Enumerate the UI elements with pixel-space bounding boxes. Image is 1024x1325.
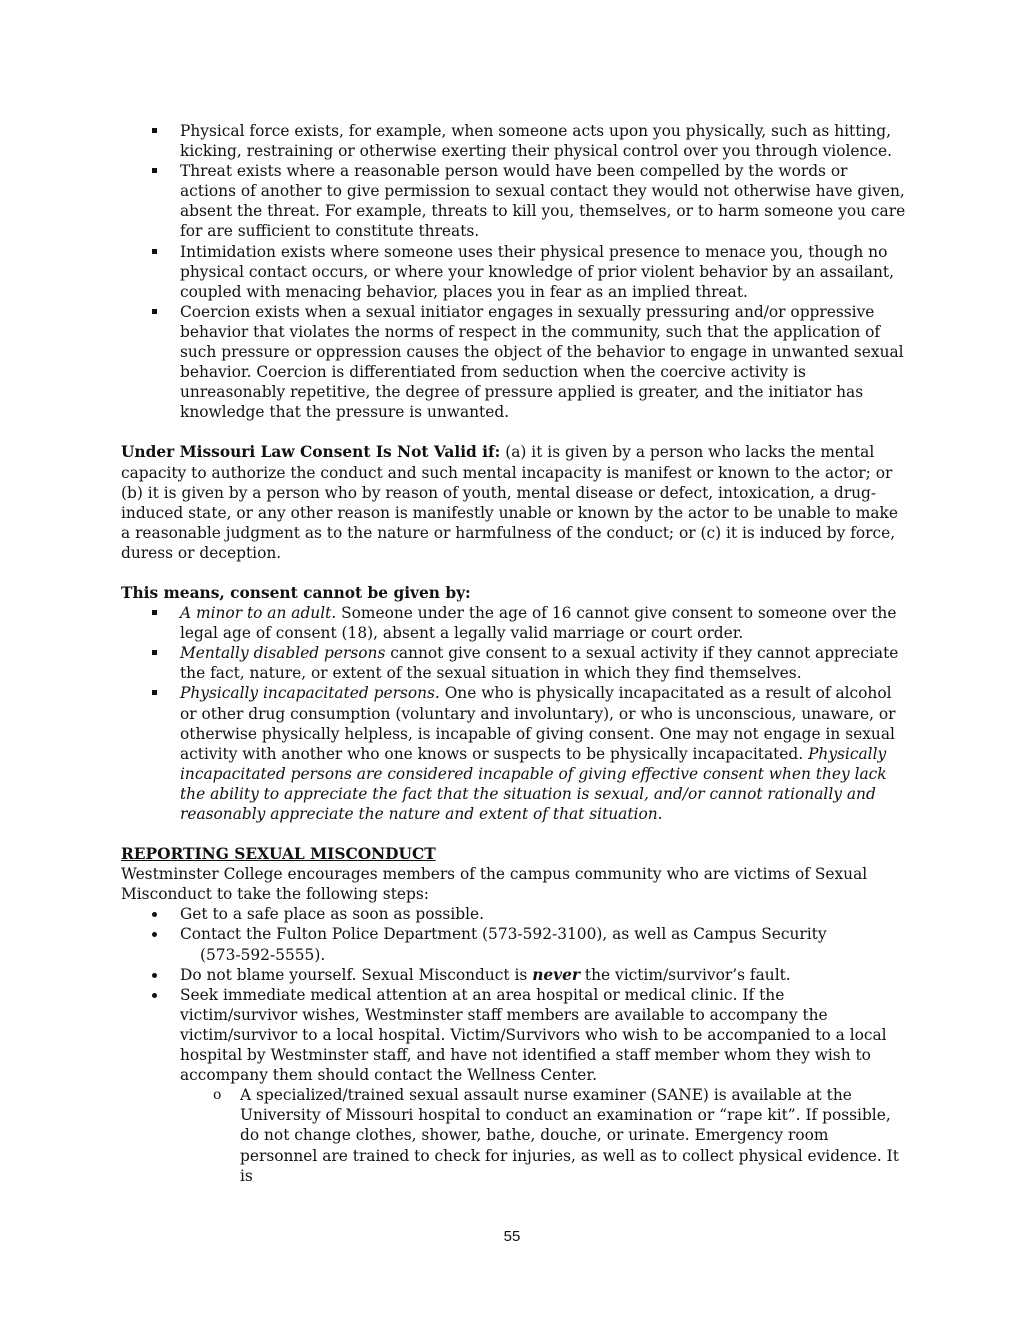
list-item-do-not-blame — [150, 965, 906, 985]
minor-title: A minor to an adult. — [180, 604, 337, 623]
list-item-intimidation: Intimidation exists where someone uses their physical presence to menace you, though no physical contact occurs, or where your knowledge of prior violent behavior by an assailant, coupled with menacing behavior, places you in fear as an implied threat. — [150, 242, 906, 302]
missouri-law-paragraph — [121, 442, 906, 563]
list-item-sane: o A specialized/trained sexual assault nurse examiner (SANE) is available at the University of Missouri hospital to conduct an examination or “rape kit”. If possible, do not change clothes, shower, bathe, douche, or urinate. Emergency room personnel are trained to check for injuries, as well as to collect physical evidence. It is — [211, 1085, 906, 1185]
reporting-intro: Westminster College encourages members of the campus community who are victims of Sexual Misconduct to take the following steps: — [121, 865, 868, 904]
phys-title: Physically incapacitated persons. — [180, 684, 440, 703]
medical-sub-list — [211, 1085, 906, 1185]
missouri-law-text: (a) it is given by a person who lacks the mental capacity to authorize the conduct and such mental incapacity is manifest or known to the actor; or (b) it is given by a person who by reason of youth, mental disease or defect, intoxication, a drug-induced state, or any other reason is manifestly unable or known by the actor to be unable to make a reasonable judgment as to the nature or harmfulness of the conduct; or (c) it is induced by force, duress or deception. — [121, 443, 898, 562]
medical-attention-text: Seek immediate medical attention at an area hospital or medical clinic. If the victim/survivor wishes, Westminster staff members are available to accompany the victim/survivor to a local hospital. Victim/Survivors who wish to be accompanied to a local hospital by Westminster staff, and have not identified a staff member whom they wish to accompany them should contact the Wellness Center. — [180, 985, 887, 1085]
document-page — [121, 121, 906, 1186]
list-item-coercion: Coercion exists when a sexual initiator engages in sexually pressuring and/or oppressive behavior that violates the norms of respect in the community, such that the application of such pressure or oppression causes the object of the behavior to engage in unwanted sexual behavior. Coercion is differentiated from seduction when the coercive activity is unreasonably repetitive, the degree of pressure applied is greater, and the initiator has knowledge that the pressure is unwanted. — [150, 302, 906, 423]
list-item-safe-place: Get to a safe place as soon as possible. — [150, 904, 906, 924]
list-item-minor — [150, 603, 906, 643]
list-item-mentally-disabled — [150, 643, 906, 683]
minor-text: Someone under the age of 16 cannot give consent to someone over the legal age of consent (18), absent a legally valid marriage or court order. — [180, 604, 897, 643]
mental-title: Mentally disabled persons — [180, 644, 386, 663]
mental-text: cannot give consent to a sexual activity if they cannot appreciate the fact, nature, or extent of the sexual situation in which they find themselves. — [180, 644, 899, 683]
campus-security-phone: (573-592-5555). — [200, 945, 326, 964]
do-not-blame-text: Do not blame yourself. Sexual Misconduct is — [180, 965, 533, 984]
consent-list — [150, 603, 906, 824]
missouri-law-heading: Under Missouri Law Consent Is Not Valid if: — [121, 443, 501, 462]
consent-heading: This means, consent cannot be given by: — [121, 583, 471, 602]
page-number: 55 — [503, 1228, 521, 1245]
reporting-steps-list — [150, 904, 906, 1185]
list-item-physically-incapacitated — [150, 683, 906, 824]
phys-text: One who is physically incapacitated as a result of alcohol or other drug consumption (voluntary and involuntary), or who is unconscious, unaware, or otherwise physically helpless, is incapable of giving consent. One may not engage in sexual activity with another who one knows or suspects to be physically incapacitated. — [180, 684, 896, 763]
list-item-physical-force: Physical force exists, for example, when someone acts upon you physically, such as hitting, kicking, restraining or otherwise exerting their physical control over you through violence. — [150, 121, 906, 161]
never-emphasis: never — [532, 965, 581, 984]
reporting-heading: REPORTING SEXUAL MISCONDUCT — [121, 845, 436, 864]
list-item-threat: Threat exists where a reasonable person would have been compelled by the words or actions of another to give permission to sexual contact they would not otherwise have given, absent the threat. For example, threats to kill you, themselves, or to harm someone you care for are sufficient to constitute threats. — [150, 161, 906, 241]
force-definitions-list — [150, 121, 906, 422]
contact-police-text: Contact the Fulton Police Department (573-592-3100), as well as Campus Security — [180, 925, 827, 944]
list-item-medical-attention — [150, 985, 906, 1186]
phys-italic: Physically incapacitated persons are considered incapable of giving effective consent when they lack the ability to appreciate the fact that the situation is sexual, and/or cannot rationally and reasonably appreciate the nature and extent of that situation. — [180, 744, 887, 823]
list-item-contact-police — [150, 924, 906, 964]
do-not-blame-end: the victim/survivor’s fault. — [580, 965, 791, 984]
